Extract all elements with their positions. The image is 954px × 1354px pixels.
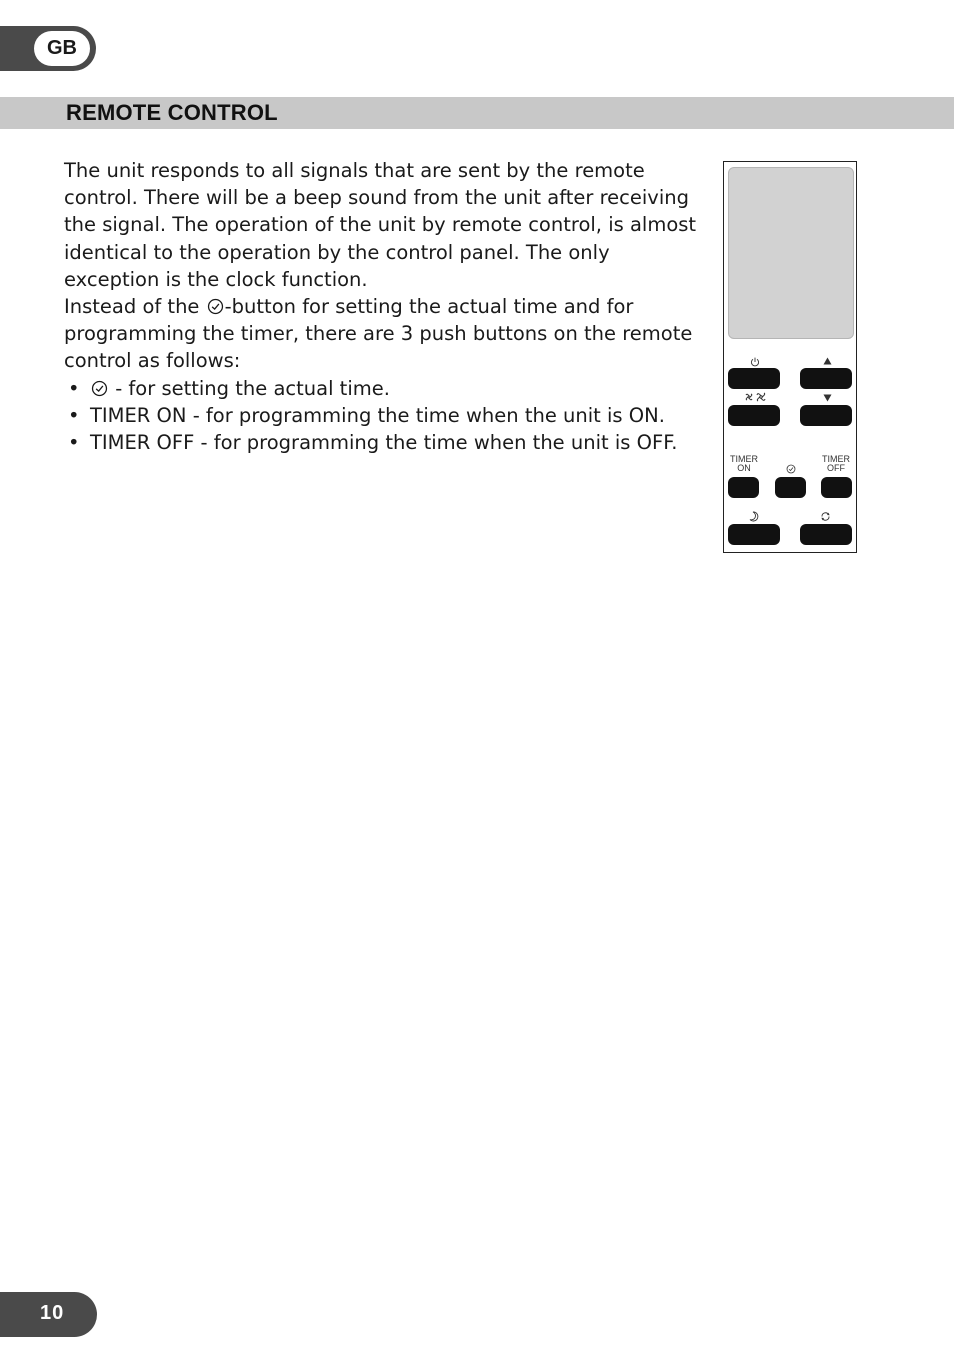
timer-on-button [728,477,759,498]
list-item-text: TIMER ON - for programming the time when the unit is ON. [90,403,665,427]
timer-on-label-line1: TIMER [730,454,758,464]
button-list [64,375,704,457]
paragraph-2-start: Instead of the [64,295,206,319]
fan-speed-button [728,405,780,426]
sleep-moon-icon [749,511,760,522]
language-tab [0,26,96,71]
list-item-text: - for setting the actual time. [109,376,390,400]
section-title: REMOTE CONTROL [66,100,278,125]
up-arrow-icon [823,357,832,365]
section-header-bar [0,97,954,129]
paragraph-2 [64,293,704,375]
list-item [64,429,704,456]
list-item [64,375,704,402]
language-code: GB [34,31,90,66]
swing-icon [820,511,831,522]
page-number: 10 [40,1302,65,1324]
timer-off-label-line1: TIMER [822,454,850,464]
sleep-button [728,524,780,545]
timer-off-button [821,477,852,498]
power-icon [750,357,760,367]
up-button [800,368,852,389]
clock-button [775,477,806,498]
timer-on-label [728,455,760,473]
timer-off-label-line2: OFF [827,463,845,473]
body-text [64,157,704,456]
down-arrow-icon [823,394,832,402]
list-item-text: TIMER OFF - for programming the time when the unit is OFF. [90,431,678,455]
remote-control-illustration [723,161,857,553]
timer-on-label-line2: ON [737,463,751,473]
page-number-tab [0,1292,97,1337]
clock-icon [91,380,108,397]
timer-off-label [820,455,852,473]
fan-speed-icon [744,392,768,402]
power-button [728,368,780,389]
down-button [800,405,852,426]
swing-button [800,524,852,545]
paragraph-2-end: -button for setting the actual time and for programming the timer, there are 3 push buttons on the remote control as follows: [64,295,693,373]
paragraph-1: The unit responds to all signals that are sent by the remote control. There will be a beep sound from the unit after receiving the signal. The operation of the unit by remote control, is almost identical to the operation by the control panel. The only exception is the clock function. [64,159,697,291]
remote-display-screen [728,167,854,339]
list-item [64,402,704,429]
clock-icon [786,464,796,474]
clock-icon [207,298,224,315]
